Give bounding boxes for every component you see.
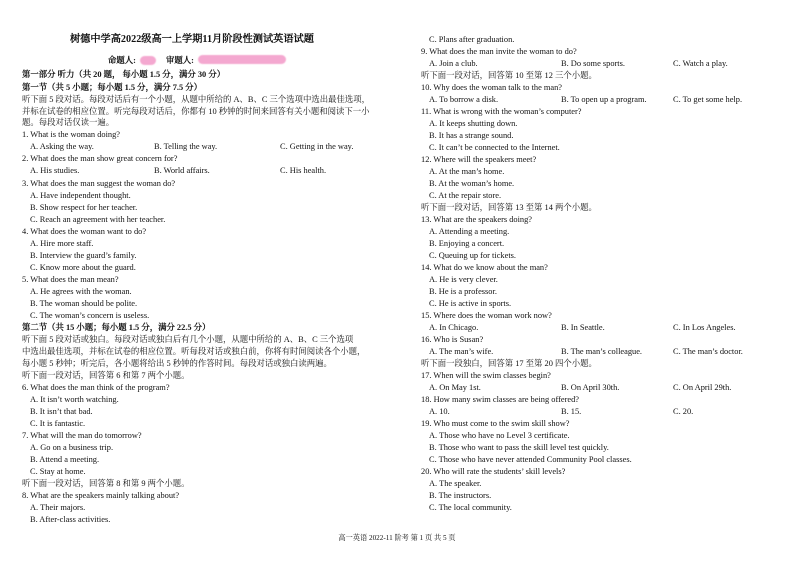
option: A. Go on a business trip. (30, 443, 114, 452)
section1-heading: 第一节（共 5 小题；每小题 1.5 分，满分 7.5 分） (22, 83, 203, 92)
redaction-mark (198, 55, 286, 64)
option: C. Queuing up for tickets. (429, 251, 516, 260)
question-stem: 17. When will the swim classes begin? (421, 371, 551, 380)
option: B. Telling the way. (154, 142, 218, 151)
section1-instruction: 听下面 5 段对话。每段对话后有一个小题，从题中所给的 A、B、C 三个选项中选出最佳选项， (22, 95, 371, 104)
option: C. His health. (280, 166, 327, 175)
option: C. Those who have never attended Community Pool classes. (429, 455, 632, 464)
option: B. It isn’t that bad. (30, 407, 93, 416)
question-stem: 3. What does the man suggest the woman do? (22, 179, 176, 188)
option: C. Know more about the guard. (30, 263, 136, 272)
question-stem: 19. Who must come to the swim skill show? (421, 419, 570, 428)
section1-instruction: 题。每段对话仅读一遍。 (22, 118, 115, 127)
exam-title: 树德中学高2022级高一上学期11月阶段性测试英语试题 (70, 34, 314, 45)
option: A. He agrees with the woman. (30, 287, 132, 296)
option: B. Attend a meeting. (30, 455, 100, 464)
option: B. 15. (561, 407, 582, 416)
question-stem: 11. What is wrong with the woman’s computer? (421, 107, 582, 116)
option: B. At the woman’s home. (429, 179, 515, 188)
listen-note: 听下面一段独白，回答第 17 至第 20 四个小题。 (421, 359, 597, 368)
proposer-label: 命题人: (108, 56, 136, 65)
question-stem: 2. What does the man show great concern for? (22, 154, 178, 163)
question-stem: 13. What are the speakers doing? (421, 215, 533, 224)
option: C. The local community. (429, 503, 512, 512)
redaction-mark (140, 56, 156, 65)
option: A. On May 1st. (429, 383, 481, 392)
option: C. Stay at home. (30, 467, 86, 476)
listen-note: 听下面一段对话，回答第 8 和第 9 两个小题。 (22, 479, 190, 488)
option: B. World affairs. (154, 166, 210, 175)
question-stem: 10. Why does the woman talk to the man? (421, 83, 563, 92)
section2-instruction: 中选出最佳选项，并标在试卷的相应位置。听每段对话或独白前，你将有时间阅读各个小题， (22, 347, 366, 356)
option: A. The speaker. (429, 479, 482, 488)
option: A. The man’s wife. (429, 347, 494, 356)
option: B. Enjoying a concert. (429, 239, 505, 248)
option: B. Those who want to pass the skill level test quickly. (429, 443, 609, 452)
option: C. On April 29th. (673, 383, 732, 392)
option: A. Asking the way. (30, 142, 94, 151)
option: A. Their majors. (30, 503, 86, 512)
section2-instruction: 听下面 5 段对话或独白。每段对话或独白后有几个小题，从题中所给的 A、B、C 三个选项 (22, 335, 354, 344)
option: C. It is fantastic. (30, 419, 86, 428)
option: B. On April 30th. (561, 383, 620, 392)
option: C. In Los Angeles. (673, 323, 736, 332)
section1-instruction: 并标在试卷的相应位置。听完每段对话后，你都有 10 秒钟的时间来回答有关小题和阅读下一小 (22, 107, 370, 116)
question-stem: 5. What does the man mean? (22, 275, 119, 284)
question-stem: 6. What does the man think of the program? (22, 383, 170, 392)
option: B. It has a strange sound. (429, 131, 514, 140)
question-stem: 20. Who will rate the students’ skill levels? (421, 467, 566, 476)
option: A. To borrow a disk. (429, 95, 499, 104)
option: A. Those who have no Level 3 certificate. (429, 431, 570, 440)
option: A. At the man’s home. (429, 167, 505, 176)
listen-note: 听下面一段对话，回答第 10 至第 12 三个小题。 (421, 71, 597, 80)
option: C. It can’t be connected to the Internet. (429, 143, 560, 152)
question-stem: 8. What are the speakers mainly talking about? (22, 491, 180, 500)
option: B. To open up a program. (561, 95, 647, 104)
listen-note: 听下面一段对话，回答第 13 至第 14 两个小题。 (421, 203, 597, 212)
part1-heading: 第一部分 听力（共 20 题， 每小题 1.5 分，满分 30 分） (22, 70, 226, 79)
option: C. Watch a play. (673, 59, 728, 68)
section2-heading: 第二节（共 15 小题；每小题 1.5 分，满分 22.5 分） (22, 323, 211, 332)
option: A. His studies. (30, 166, 80, 175)
option: B. He is a professor. (429, 287, 497, 296)
reviewer-label: 审题人: (166, 56, 194, 65)
option: C. The woman’s concern is useless. (30, 311, 150, 320)
option: B. In Seattle. (561, 323, 605, 332)
option: A. Join a club. (429, 59, 478, 68)
option: A. Have independent thought. (30, 191, 131, 200)
question-stem: 12. Where will the speakers meet? (421, 155, 537, 164)
option: C. He is active in sports. (429, 299, 512, 308)
option: B. The woman should be polite. (30, 299, 138, 308)
option: C. At the repair store. (429, 191, 502, 200)
option: A. It keeps shutting down. (429, 119, 518, 128)
option: C. 20. (673, 407, 694, 416)
question-stem: 7. What will the man do tomorrow? (22, 431, 142, 440)
option: B. After-class activities. (30, 515, 111, 524)
question-stem: 1. What is the woman doing? (22, 130, 121, 139)
option: B. Interview the guard’s family. (30, 251, 137, 260)
option: A. He is very clever. (429, 275, 498, 284)
section2-instruction: 每小题 5 秒钟；听完后，各小题将给出 5 秒钟的作答时间。每段对话或独白读两遍。 (22, 359, 332, 368)
option: B. The man’s colleague. (561, 347, 643, 356)
option: C. Reach an agreement with her teacher. (30, 215, 166, 224)
option: A. Attending a meeting. (429, 227, 510, 236)
option: A. Hire more staff. (30, 239, 94, 248)
question-stem: 16. Who is Susan? (421, 335, 484, 344)
option: A. It isn’t worth watching. (30, 395, 119, 404)
option: B. Show respect for her teacher. (30, 203, 138, 212)
option: B. The instructors. (429, 491, 492, 500)
option: A. 10. (429, 407, 450, 416)
option: A. In Chicago. (429, 323, 479, 332)
option: B. Do some sports. (561, 59, 625, 68)
question-stem: 14. What do we know about the man? (421, 263, 548, 272)
listen-note: 听下面一段对话，回答第 6 和第 7 两个小题。 (22, 371, 190, 380)
page-footer: 高一英语 2022-11 阶考 第 1 页 共 5 页 (338, 534, 456, 542)
option: C. Plans after graduation. (429, 35, 515, 44)
question-stem: 4. What does the woman want to do? (22, 227, 147, 236)
question-stem: 18. How many swim classes are being offered? (421, 395, 579, 404)
option: C. To get some help. (673, 95, 743, 104)
question-stem: 9. What does the man invite the woman to do? (421, 47, 577, 56)
option: C. Getting in the way. (280, 142, 354, 151)
option: C. The man’s doctor. (673, 347, 743, 356)
question-stem: 15. Where does the woman work now? (421, 311, 552, 320)
